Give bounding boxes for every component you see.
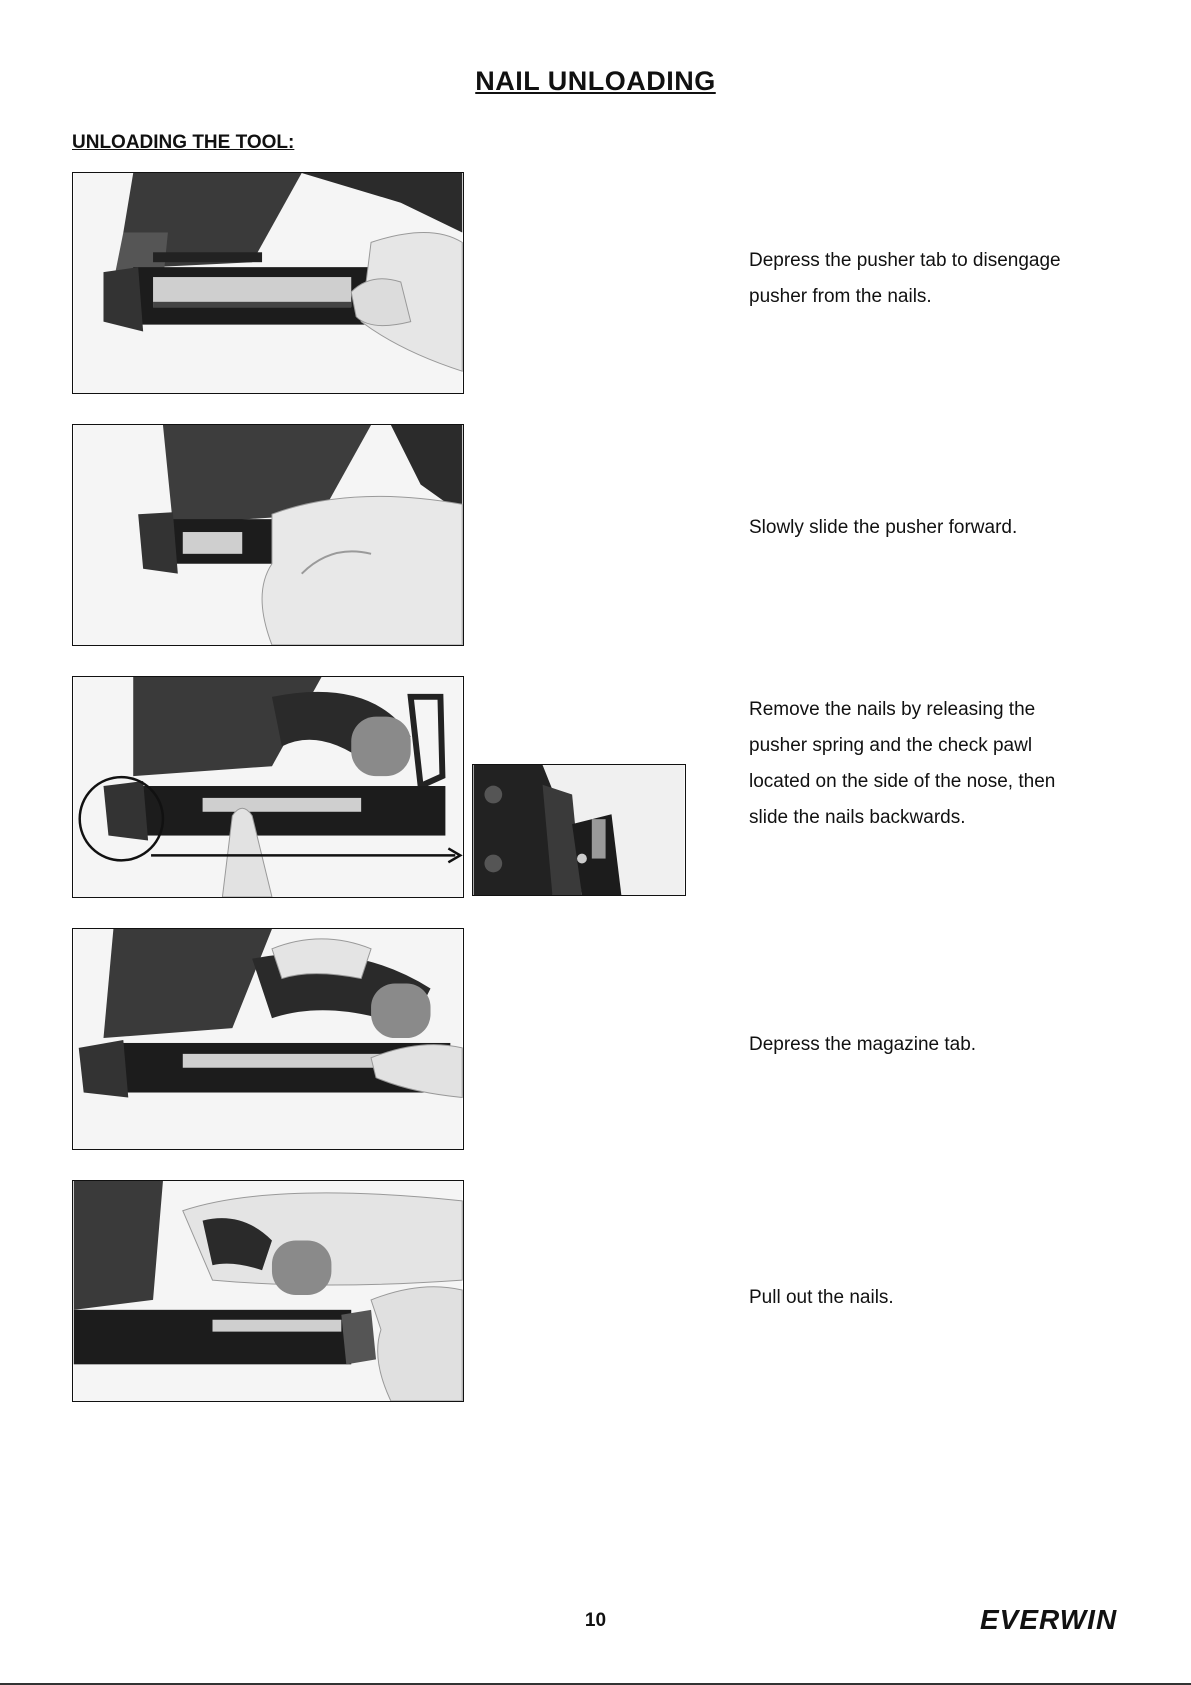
- step-2-text: Slowly slide the pusher forward.: [749, 517, 1018, 538]
- nailer-illustration: [73, 173, 463, 393]
- page-title: NAIL UNLOADING: [475, 66, 716, 96]
- step-5-text: Pull out the nails.: [749, 1287, 894, 1308]
- check-pawl-detail-illustration: [473, 765, 685, 895]
- page-number: 10: [584, 1610, 607, 1631]
- nailer-illustration: [73, 929, 463, 1149]
- section-title: UNLOADING THE TOOL:: [72, 132, 295, 153]
- photo-release-check-pawl: [72, 676, 464, 898]
- photo-check-pawl-detail: [472, 764, 686, 896]
- nailer-illustration: [73, 425, 463, 645]
- step-3-text: Remove the nails by releasing the pusher spring and the check pawl located on the side of the nose, then slide the nails backwards.: [749, 699, 1056, 828]
- photo-depress-pusher-tab: [72, 172, 464, 394]
- nailer-illustration: [73, 677, 463, 897]
- photo-depress-magazine-tab: [72, 928, 464, 1150]
- nailer-illustration: [73, 1181, 463, 1401]
- brand-logo: EVERWIN: [980, 1604, 1118, 1635]
- step-4-text: Depress the magazine tab.: [749, 1034, 977, 1055]
- step-1-text: Depress the pusher tab to disengage pusher from the nails.: [749, 250, 1061, 307]
- photo-pull-out-nails: [72, 1180, 464, 1402]
- photo-slide-pusher-forward: [72, 424, 464, 646]
